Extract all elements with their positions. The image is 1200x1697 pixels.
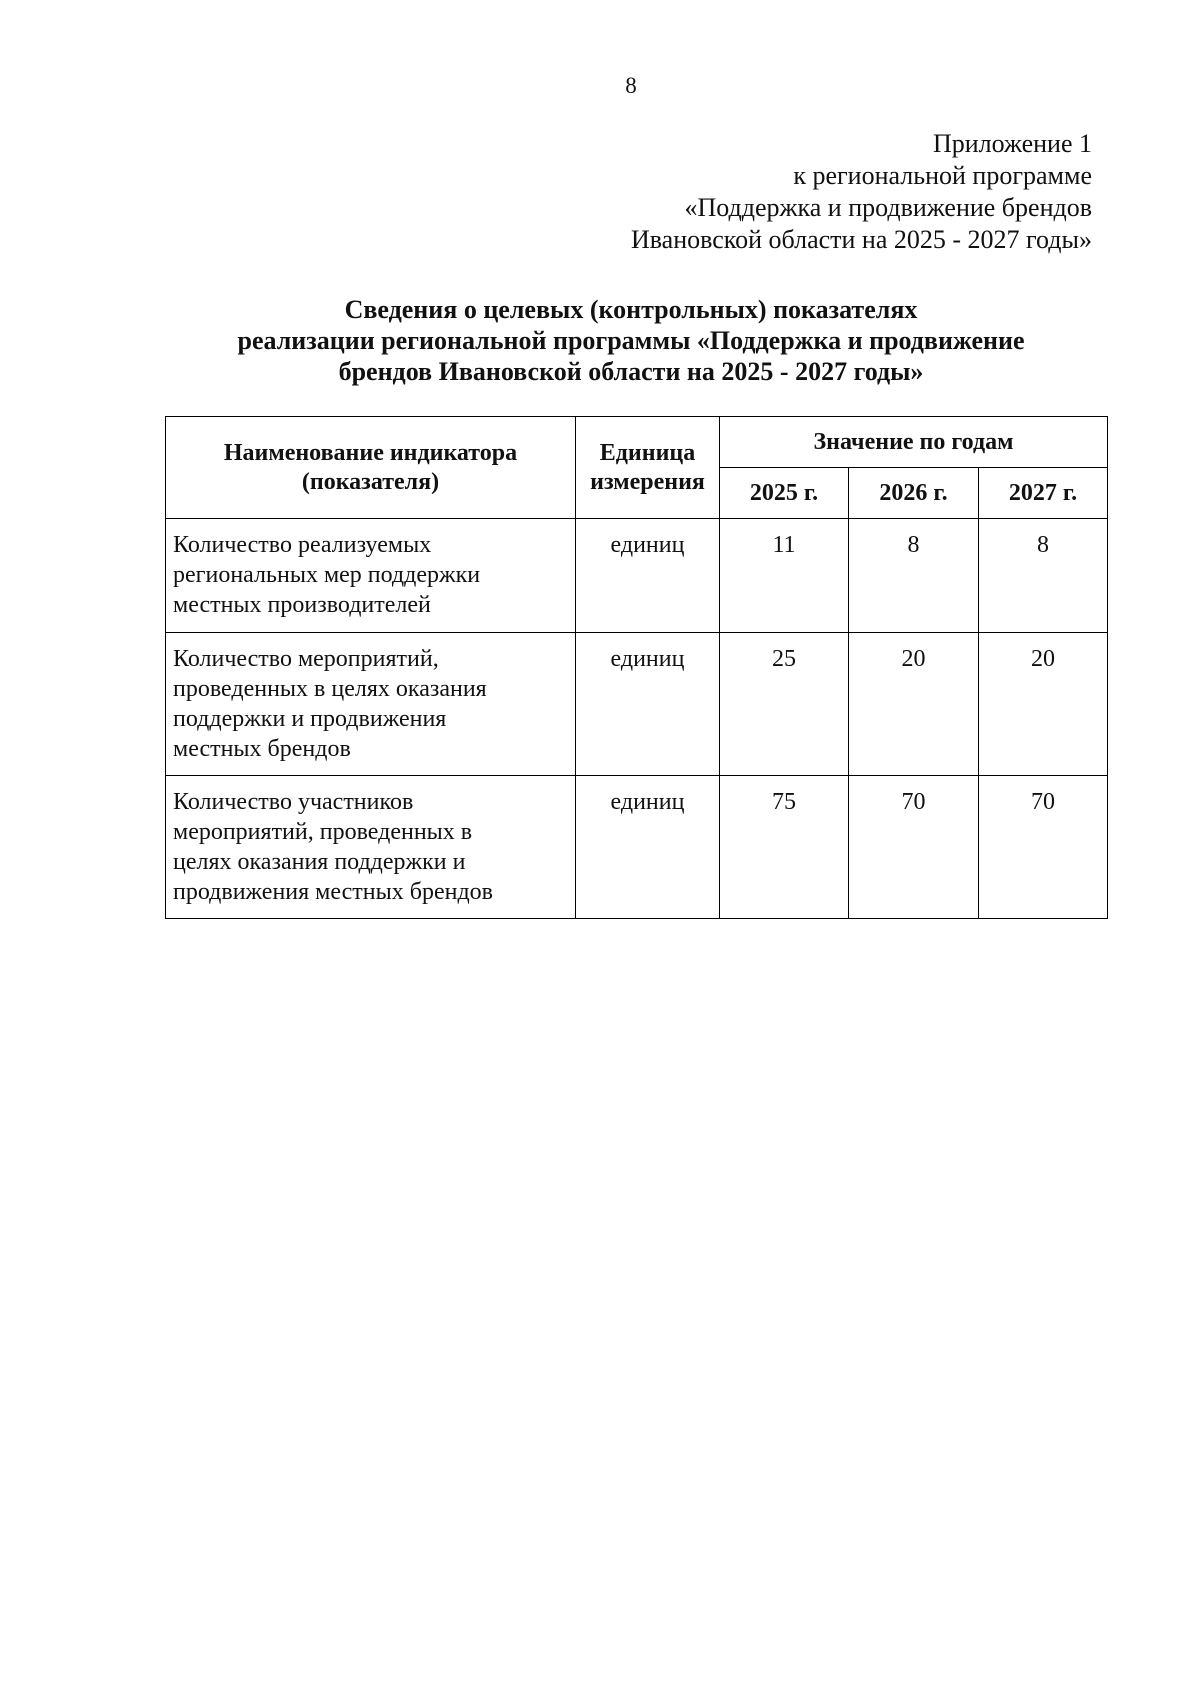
- indicator-unit: единиц: [576, 776, 720, 919]
- indicator-value: 20: [849, 633, 979, 776]
- document-title: [0, 294, 1200, 387]
- table-row: [166, 633, 1108, 776]
- page-number: 8: [625, 73, 637, 98]
- appendix-line: к региональной программе: [793, 161, 1092, 190]
- indicator-value: 70: [979, 776, 1108, 919]
- header-indicator-name: [166, 417, 576, 519]
- indicator-name-line: проведенных в целях оказания: [173, 676, 487, 702]
- indicator-unit: единиц: [576, 519, 720, 633]
- indicator-name-line: региональных мер поддержки: [173, 562, 481, 588]
- indicator-value: 20: [979, 633, 1108, 776]
- indicator-value: 70: [849, 776, 979, 919]
- header-year: 2027 г.: [979, 468, 1108, 519]
- indicator-name-line: мероприятий, проведенных в: [173, 819, 473, 845]
- indicator-name-line: местных производителей: [173, 592, 431, 618]
- header-year: 2026 г.: [849, 468, 979, 519]
- title-line: Сведения о целевых (контрольных) показателях: [344, 295, 918, 324]
- indicator-value: 8: [849, 519, 979, 633]
- indicator-name-line: местных брендов: [173, 736, 351, 762]
- header-text: измерения: [590, 468, 705, 495]
- indicator-name: [166, 519, 576, 633]
- indicator-name-line: Количество участников: [173, 789, 414, 815]
- indicator-value: 8: [979, 519, 1108, 633]
- table-header-row: [166, 417, 1108, 468]
- indicator-name-line: продвижения местных брендов: [173, 879, 493, 905]
- header-text: Единица: [599, 439, 696, 466]
- title-line: реализации региональной программы «Поддержка и продвижение: [237, 326, 1025, 355]
- indicator-name-line: целях оказания поддержки и: [173, 849, 466, 875]
- indicators-table: [165, 416, 1108, 919]
- indicator-unit: единиц: [576, 633, 720, 776]
- header-text: Наименование индикатора: [223, 439, 518, 466]
- indicator-name: [166, 776, 576, 919]
- indicator-value: 11: [720, 519, 849, 633]
- appendix-line: Ивановской области на 2025 - 2027 годы»: [630, 225, 1092, 254]
- indicator-name-line: Количество реализуемых: [173, 532, 432, 558]
- table-row: [166, 776, 1108, 919]
- appendix-line: «Поддержка и продвижение брендов: [684, 193, 1092, 222]
- indicator-name-line: Количество мероприятий,: [173, 646, 439, 672]
- table-row: [166, 519, 1108, 633]
- indicator-name: [166, 633, 576, 776]
- indicator-value: 25: [720, 633, 849, 776]
- appendix-note: [631, 128, 1092, 256]
- header-year: 2025 г.: [720, 468, 849, 519]
- header-values-by-year: Значение по годам: [720, 417, 1108, 468]
- header-unit: [576, 417, 720, 519]
- title-line: брендов Ивановской области на 2025 - 2027 годы»: [338, 357, 924, 386]
- appendix-line: Приложение 1: [932, 129, 1092, 158]
- indicator-value: 75: [720, 776, 849, 919]
- indicator-name-line: поддержки и продвижения: [173, 706, 447, 732]
- header-text: (показателя): [301, 468, 440, 495]
